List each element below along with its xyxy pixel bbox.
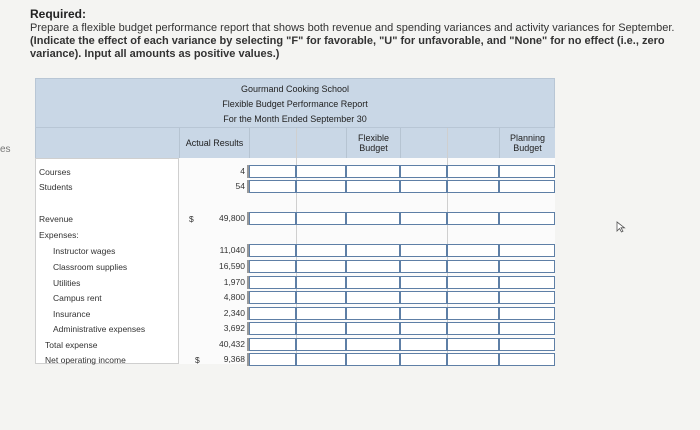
row-label-courses: Courses	[39, 167, 71, 177]
variance-amount-2-classroom-supplies-input[interactable]	[400, 260, 447, 273]
variance-effect-1-revenue-input[interactable]	[296, 212, 346, 225]
flexible-budget-insurance-input[interactable]	[346, 307, 400, 320]
variance-effect-1-courses-input[interactable]	[296, 165, 346, 178]
row-label-total-expense: Total expense	[45, 340, 98, 350]
variance-amount-2-courses-input[interactable]	[400, 165, 447, 178]
variance-amount-1-campus-rent-input[interactable]	[249, 291, 296, 304]
report-period: For the Month Ended September 30	[223, 114, 367, 124]
flexible-budget-net-operating-income-input[interactable]	[346, 353, 400, 366]
planning-budget-courses-input[interactable]	[499, 165, 555, 178]
variance-amount-1-classroom-supplies-input[interactable]	[249, 260, 296, 273]
instructions-bold: (Indicate the effect of each variance by selecting "F" for favorable, "U" for unfavorable, and "None" for no effect (i.e., zero variance). Input all amounts as positive values.)	[30, 35, 665, 60]
variance-amount-2-administrative-expenses-input[interactable]	[400, 322, 447, 335]
flexible-budget-classroom-supplies-input[interactable]	[346, 260, 400, 273]
performance-report	[35, 78, 555, 364]
actual-classroom-supplies: 16,590	[183, 260, 249, 273]
variance-effect-2-administrative-expenses-input[interactable]	[447, 322, 499, 335]
actual-courses: 4	[183, 165, 249, 178]
variance-amount-1-total-expense-input[interactable]	[249, 338, 296, 351]
actual-results-header: Actual Results	[179, 128, 249, 158]
row-label-administrative-expenses: Administrative expenses	[53, 324, 146, 334]
variance-effect-1-instructor-wages-input[interactable]	[296, 244, 346, 257]
side-tab-fragment: es	[0, 144, 11, 155]
actual-revenue: 49,800	[183, 212, 249, 225]
planning-budget-instructor-wages-input[interactable]	[499, 244, 555, 257]
flexible-budget-total-expense-input[interactable]	[346, 338, 400, 351]
actual-insurance: 2,340	[183, 307, 249, 320]
planning-budget-campus-rent-input[interactable]	[499, 291, 555, 304]
actual-students: 54	[183, 180, 249, 193]
actual-instructor-wages: 11,040	[183, 244, 249, 257]
variance-amount-2-students-input[interactable]	[400, 180, 447, 193]
variance-header-1	[249, 128, 296, 158]
planning-budget-revenue-input[interactable]	[499, 212, 555, 225]
variance-effect-1-insurance-input[interactable]	[296, 307, 346, 320]
variance-amount-1-administrative-expenses-input[interactable]	[249, 322, 296, 335]
flexible-budget-campus-rent-input[interactable]	[346, 291, 400, 304]
variance-amount-2-instructor-wages-input[interactable]	[400, 244, 447, 257]
flexible-budget-revenue-input[interactable]	[346, 212, 400, 225]
variance-amount-1-instructor-wages-input[interactable]	[249, 244, 296, 257]
planning-budget-total-expense-input[interactable]	[499, 338, 555, 351]
variance-amount-1-students-input[interactable]	[249, 180, 296, 193]
variance-effect-1-administrative-expenses-input[interactable]	[296, 322, 346, 335]
variance-type-header-1	[296, 128, 346, 158]
mouse-cursor-icon	[616, 221, 626, 233]
variance-effect-1-classroom-supplies-input[interactable]	[296, 260, 346, 273]
planning-budget-administrative-expenses-input[interactable]	[499, 322, 555, 335]
noi-dollar-sign: $	[195, 355, 200, 365]
variance-effect-2-classroom-supplies-input[interactable]	[447, 260, 499, 273]
row-label-expenses: Expenses:	[39, 230, 79, 240]
row-label-net-operating-income: Net operating income	[45, 355, 126, 365]
planning-budget-classroom-supplies-input[interactable]	[499, 260, 555, 273]
row-label-campus-rent: Campus rent	[53, 293, 102, 303]
row-label-classroom-supplies: Classroom supplies	[53, 262, 128, 272]
variance-type-header-2	[447, 128, 499, 158]
planning-budget-header: Planning Budget	[499, 128, 555, 158]
instructions-line: Prepare a flexible budget performance report that shows both revenue and spending variances and activity variances for September.	[30, 22, 675, 34]
variance-effect-2-instructor-wages-input[interactable]	[447, 244, 499, 257]
planning-budget-students-input[interactable]	[499, 180, 555, 193]
variance-amount-1-net-operating-income-input[interactable]	[249, 353, 296, 366]
report-title: Flexible Budget Performance Report	[222, 99, 368, 109]
planning-budget-net-operating-income-input[interactable]	[499, 353, 555, 366]
planning-budget-utilities-input[interactable]	[499, 276, 555, 289]
label-column-header	[35, 128, 179, 158]
actual-total-expense: 40,432	[183, 338, 249, 351]
row-label-instructor-wages: Instructor wages	[53, 246, 116, 256]
variance-amount-1-utilities-input[interactable]	[249, 276, 296, 289]
variance-amount-1-courses-input[interactable]	[249, 165, 296, 178]
variance-effect-1-campus-rent-input[interactable]	[296, 291, 346, 304]
row-label-revenue: Revenue	[39, 214, 74, 224]
variance-effect-1-utilities-input[interactable]	[296, 276, 346, 289]
planning-budget-insurance-input[interactable]	[499, 307, 555, 320]
variance-effect-2-revenue-input[interactable]	[447, 212, 499, 225]
flexible-budget-administrative-expenses-input[interactable]	[346, 322, 400, 335]
row-label-students: Students	[39, 182, 73, 192]
variance-amount-1-insurance-input[interactable]	[249, 307, 296, 320]
flexible-budget-utilities-input[interactable]	[346, 276, 400, 289]
revenue-dollar-sign: $	[189, 214, 194, 224]
variance-effect-2-campus-rent-input[interactable]	[447, 291, 499, 304]
variance-effect-2-insurance-input[interactable]	[447, 307, 499, 320]
flexible-budget-instructor-wages-input[interactable]	[346, 244, 400, 257]
variance-header-2	[400, 128, 447, 158]
variance-effect-1-total-expense-input[interactable]	[296, 338, 346, 351]
flexible-budget-courses-input[interactable]	[346, 165, 400, 178]
variance-effect-2-utilities-input[interactable]	[447, 276, 499, 289]
variance-effect-1-students-input[interactable]	[296, 180, 346, 193]
variance-amount-2-utilities-input[interactable]	[400, 276, 447, 289]
variance-effect-2-students-input[interactable]	[447, 180, 499, 193]
variance-effect-1-net-operating-income-input[interactable]	[296, 353, 346, 366]
variance-amount-2-revenue-input[interactable]	[400, 212, 447, 225]
actual-utilities: 1,970	[183, 276, 249, 289]
actual-administrative-expenses: 3,692	[183, 322, 249, 335]
flexible-budget-students-input[interactable]	[346, 180, 400, 193]
instructions-text	[30, 22, 690, 61]
variance-effect-2-net-operating-income-input[interactable]	[447, 353, 499, 366]
variance-amount-1-revenue-input[interactable]	[249, 212, 296, 225]
variance-effect-2-courses-input[interactable]	[447, 165, 499, 178]
variance-amount-2-insurance-input[interactable]	[400, 307, 447, 320]
variance-amount-2-total-expense-input[interactable]	[400, 338, 447, 351]
row-label-insurance: Insurance	[53, 309, 91, 319]
row-label-utilities: Utilities	[53, 278, 81, 288]
variance-amount-2-campus-rent-input[interactable]	[400, 291, 447, 304]
variance-effect-2-total-expense-input[interactable]	[447, 338, 499, 351]
report-company: Gourmand Cooking School	[240, 84, 350, 94]
variance-amount-2-net-operating-income-input[interactable]	[400, 353, 447, 366]
required-heading: Required:	[30, 7, 87, 21]
flexible-budget-header: Flexible Budget	[346, 128, 400, 158]
actual-net-operating-income: 9,368	[183, 353, 249, 366]
actual-campus-rent: 4,800	[183, 291, 249, 304]
